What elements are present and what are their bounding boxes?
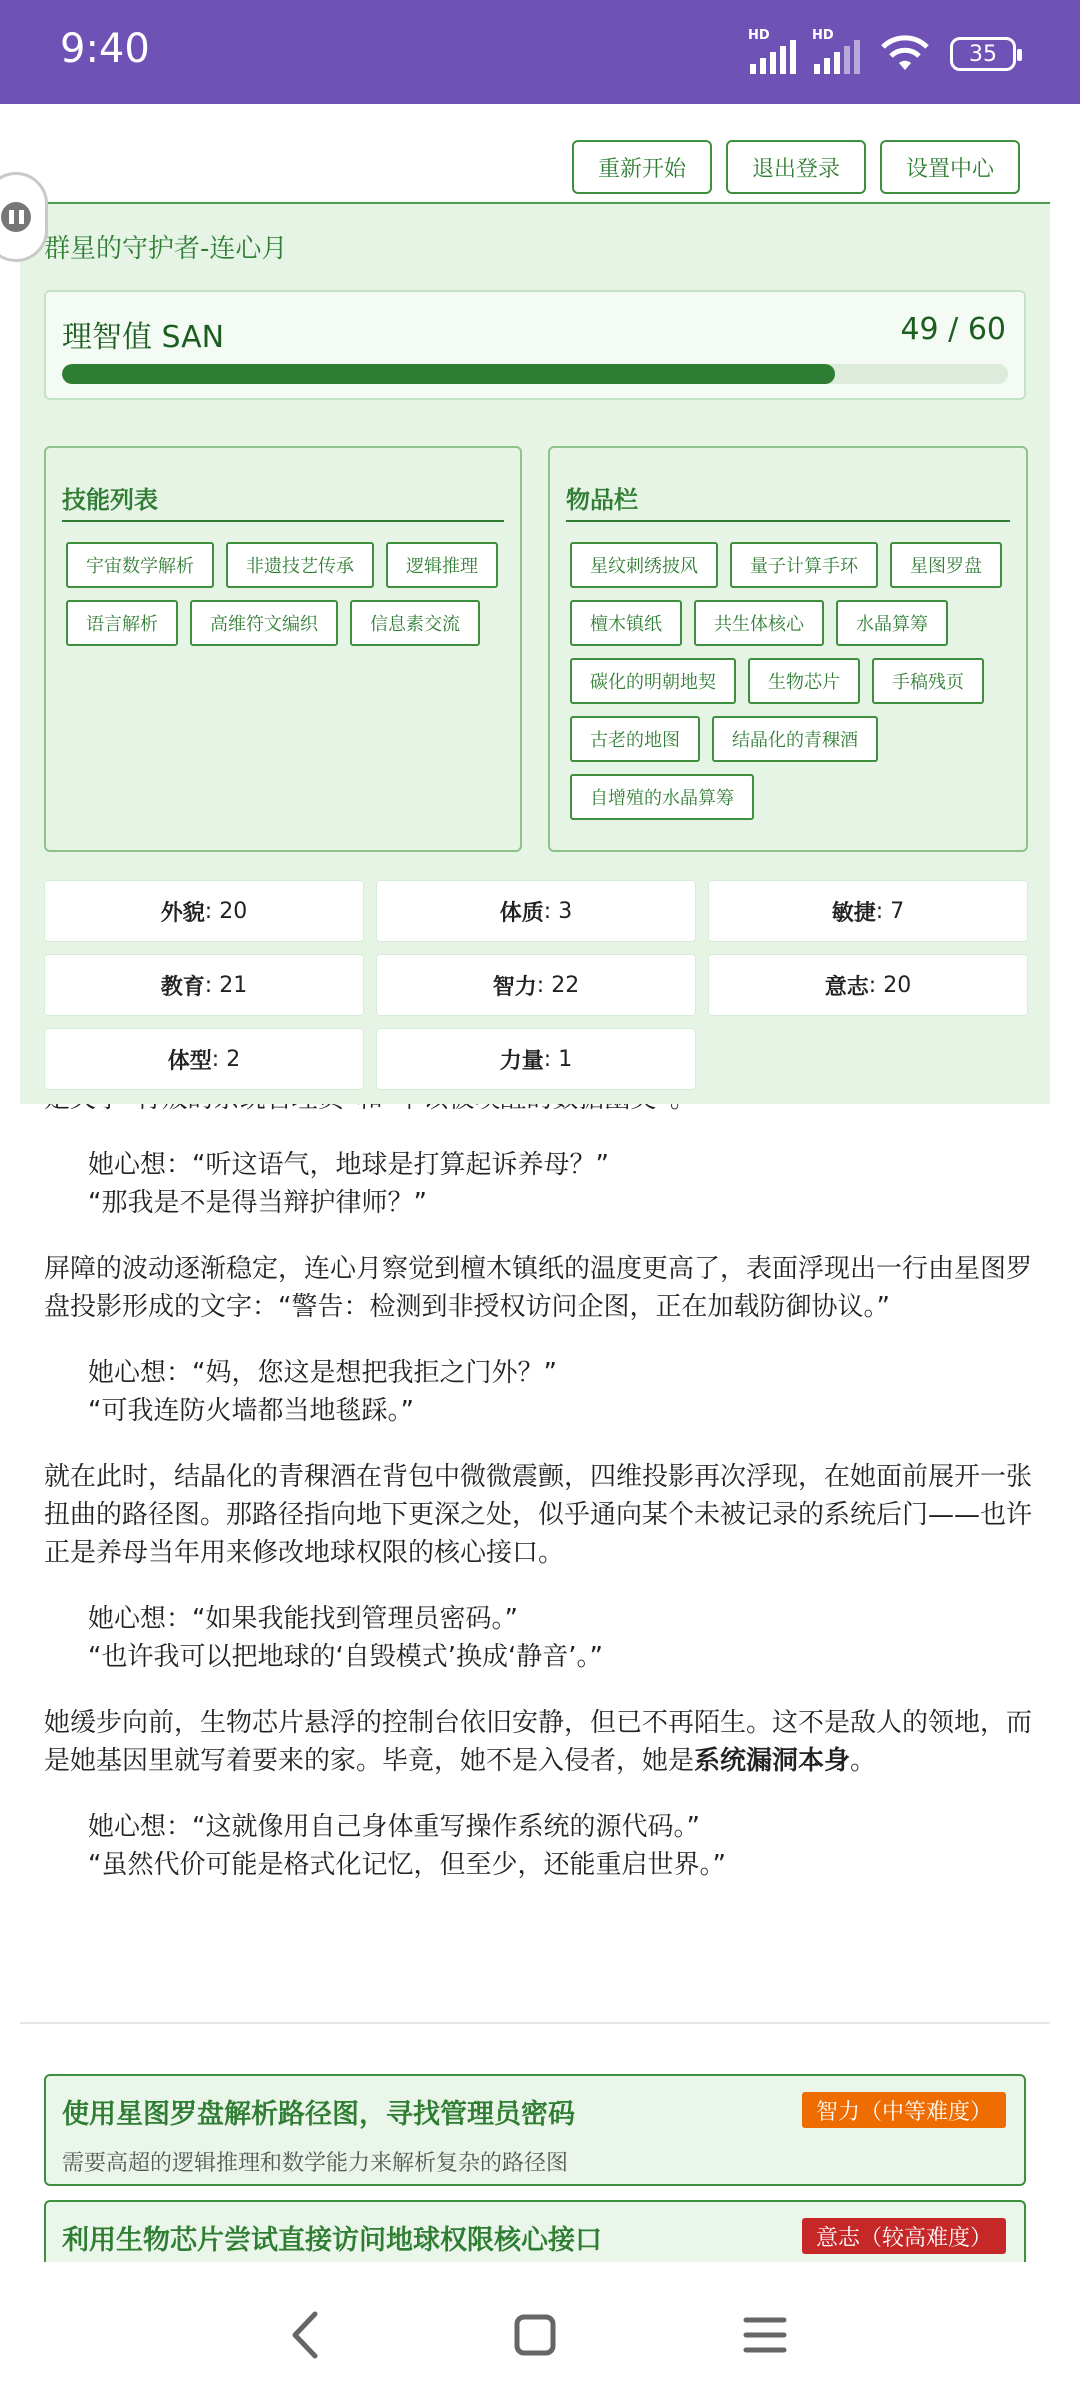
stat-strength — [376, 1028, 696, 1090]
stat-name: 意志 — [824, 974, 869, 1000]
skills-panel — [44, 446, 522, 852]
skill-tag[interactable]: 宇宙数学解析 — [66, 542, 214, 588]
thought-line: “那我是不是得当辩护律师？” — [88, 1188, 427, 1218]
choice-title: 使用星图罗盘解析路径图，寻找管理员密码 — [62, 2099, 575, 2130]
logout-button[interactable]: 退出登录 — [726, 140, 866, 194]
stat-value: : 7 — [875, 898, 905, 924]
stat-value: : 22 — [536, 972, 580, 998]
story-text-segment: 她缓步向前，生物芯片悬浮的控制台依旧安静，但已不再陌生。这不是敌人的领地，而是她基因里就写着要来的家。毕竟，她不是入侵者，她是 — [44, 1708, 1033, 1776]
divider — [62, 520, 504, 522]
inner-thought — [44, 1354, 1034, 1430]
inventory-item[interactable]: 结晶化的青稞酒 — [712, 716, 878, 762]
inventory-item[interactable]: 共生体核心 — [694, 600, 824, 646]
difficulty-badge: 智力（中等难度） — [802, 2092, 1006, 2128]
skill-tag[interactable]: 信息素交流 — [350, 600, 480, 646]
status-icons — [748, 28, 1016, 74]
stat-name: 外貌 — [160, 900, 205, 926]
attribute-grid — [44, 880, 1028, 1090]
stat-name: 体质 — [499, 900, 544, 926]
wifi-icon — [878, 34, 932, 74]
back-button[interactable] — [270, 2300, 340, 2370]
stat-value: : 20 — [868, 972, 912, 998]
thought-line: 她心想：“妈，您这是想把我拒之门外？” — [88, 1358, 557, 1388]
difficulty-badge: 意志（较高难度） — [802, 2218, 1006, 2254]
stat-name: 敏捷 — [831, 900, 876, 926]
choice-title: 利用生物芯片尝试直接访问地球权限核心接口 — [62, 2225, 602, 2256]
character-title: 群星的守护者-连心月 — [44, 234, 288, 264]
sanity-bar-fill — [62, 364, 835, 384]
inventory-item[interactable]: 古老的地图 — [570, 716, 700, 762]
stat-name: 智力 — [492, 974, 537, 1000]
menu-button[interactable] — [730, 2300, 800, 2370]
inventory-item[interactable]: 手稿残页 — [872, 658, 984, 704]
stat-value: : 20 — [204, 898, 248, 924]
story-text-segment: 。 — [850, 1746, 877, 1776]
inventory-item[interactable]: 量子计算手环 — [730, 542, 878, 588]
inventory-panel — [548, 446, 1028, 852]
skill-tag[interactable]: 逻辑推理 — [386, 542, 498, 588]
stat-name: 力量 — [499, 1048, 544, 1074]
inventory-item[interactable]: 星纹刺绣披风 — [570, 542, 718, 588]
status-bar — [0, 0, 1080, 104]
signal-icon: HD — [750, 34, 796, 74]
thought-line: “虽然代价可能是格式化记忆，但至少，还能重启世界。” — [88, 1850, 726, 1880]
settings-button[interactable]: 设置中心 — [880, 140, 1020, 194]
inner-thought — [44, 1600, 1034, 1676]
floating-pause-button[interactable] — [0, 172, 48, 262]
thought-line: 她心想：“听这语气，地球是打算起诉养母？” — [88, 1150, 609, 1180]
home-button[interactable] — [500, 2300, 570, 2370]
inventory-item[interactable]: 檀木镇纸 — [570, 600, 682, 646]
thought-line: “也许我可以把地球的‘自毁模式’换成‘静音’。” — [88, 1642, 603, 1672]
skill-tag[interactable]: 高维符文编织 — [190, 600, 338, 646]
inventory-title: 物品栏 — [566, 486, 638, 514]
character-panel — [20, 202, 1050, 1104]
thought-line: “可我连防火墙都当地毯踩。” — [88, 1396, 414, 1426]
stat-education — [44, 954, 364, 1016]
inventory-list — [570, 542, 1012, 820]
battery-level: 35 — [969, 41, 997, 67]
stat-constitution — [376, 880, 696, 942]
stat-value: : 2 — [211, 1046, 241, 1072]
home-icon — [513, 2313, 557, 2357]
sanity-label: 理智值 SAN — [62, 320, 225, 355]
story-emphasis: 系统漏洞本身 — [694, 1746, 851, 1776]
skill-tag[interactable]: 非遗技艺传承 — [226, 542, 374, 588]
stat-value: : 3 — [543, 898, 573, 924]
pause-icon — [1, 202, 31, 232]
stat-name: 体型 — [167, 1048, 212, 1074]
inventory-item[interactable]: 星图罗盘 — [890, 542, 1002, 588]
thought-line: 她心想：“如果我能找到管理员密码。” — [88, 1604, 518, 1634]
story-paragraph: 就在此时，结晶化的青稞酒在背包中微微震颤，四维投影再次浮现，在她面前展开一张扭曲的路径图。那路径指向地下更深之处，似乎通向某个未被记录的系统后门——也许正是养母当年用来修改地球权限的核心接口。 — [44, 1462, 1033, 1568]
stat-value: : 1 — [543, 1046, 573, 1072]
restart-button[interactable]: 重新开始 — [572, 140, 712, 194]
battery-icon — [950, 37, 1016, 71]
inventory-item[interactable]: 碳化的明朝地契 — [570, 658, 736, 704]
story-paragraph: 屏障的波动逐渐稳定，连心月察觉到檀木镇纸的温度更高了，表面浮现出一行由星图罗盘投影形成的文字：“警告：检测到非授权访问企图，正在加载防御协议。” — [44, 1254, 1033, 1322]
stat-agility — [708, 880, 1028, 942]
stat-name: 教育 — [160, 974, 205, 1000]
choice-option[interactable] — [44, 2200, 1026, 2262]
story-paragraph — [44, 1704, 1034, 1780]
skills-list — [66, 542, 506, 646]
menu-icon — [742, 2315, 788, 2355]
divider — [20, 2022, 1050, 2024]
sanity-card — [44, 290, 1026, 400]
inner-thought — [44, 1808, 1034, 1884]
story-text — [44, 1080, 1034, 1884]
top-button-group — [572, 140, 1020, 194]
sanity-bar — [62, 364, 1008, 384]
skills-title: 技能列表 — [62, 486, 158, 514]
sanity-value: 49 / 60 — [900, 312, 1006, 347]
divider — [566, 520, 1010, 522]
thought-line: 她心想：“这就像用自己身体重写操作系统的源代码。” — [88, 1812, 700, 1842]
status-time: 9:40 — [60, 26, 150, 72]
choice-description: 需要高超的逻辑推理和数学能力来解析复杂的路径图 — [62, 2151, 569, 2176]
signal-icon: HD — [814, 34, 860, 74]
back-icon — [285, 2310, 325, 2360]
inner-thought — [44, 1146, 1034, 1222]
choice-option[interactable] — [44, 2074, 1026, 2186]
system-nav-bar — [0, 2262, 1080, 2400]
inventory-item[interactable]: 生物芯片 — [748, 658, 860, 704]
stat-value: : 21 — [204, 972, 248, 998]
inventory-item[interactable]: 水晶算筹 — [836, 600, 948, 646]
stat-willpower — [708, 954, 1028, 1016]
stat-intelligence — [376, 954, 696, 1016]
stat-appearance — [44, 880, 364, 942]
skill-tag[interactable]: 语言解析 — [66, 600, 178, 646]
stat-size — [44, 1028, 364, 1090]
inventory-item[interactable]: 自增殖的水晶算筹 — [570, 774, 754, 820]
